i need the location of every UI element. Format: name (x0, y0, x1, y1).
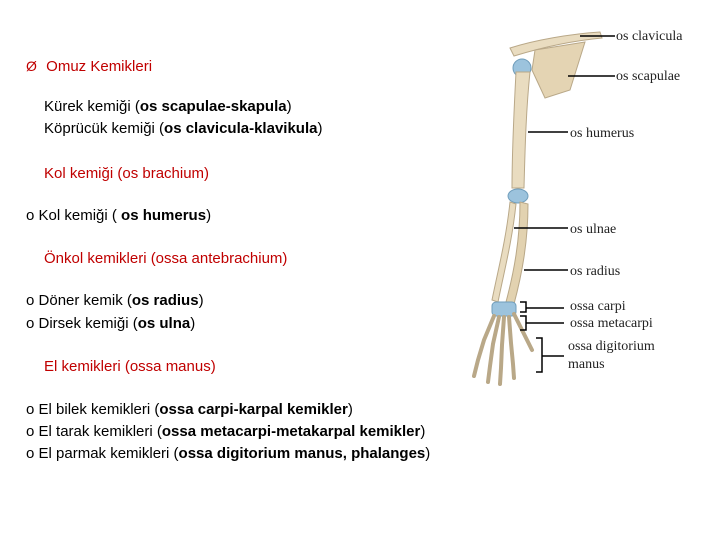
finger-3 (500, 317, 504, 384)
item-text-end: ) (317, 120, 323, 137)
elbow-cartilage (508, 189, 528, 203)
list-item-metacarpi (26, 423, 425, 441)
arm-bones-illustration (474, 32, 602, 384)
circle-bullet: o (26, 315, 35, 332)
item-text-end: ) (198, 292, 204, 309)
heading-text: El kemikleri (ossa manus) (44, 358, 216, 375)
bracket-digitorium (536, 338, 542, 372)
item-text-end: ) (420, 423, 426, 440)
item-bold: ossa metacarpi-metakarpal kemikler (161, 423, 421, 440)
list-item-clavicula (26, 120, 322, 138)
hand-bones (474, 314, 532, 384)
label-digitorium: ossa digitorium (568, 339, 655, 354)
list-item-scapula (26, 98, 292, 116)
list-item-carpi (26, 401, 353, 419)
item-bold: os scapulae-skapula (139, 98, 287, 115)
item-text: El tarak kemikleri ( (38, 423, 162, 440)
circle-bullet: o (26, 207, 35, 224)
label-radius: os radius (570, 264, 621, 279)
humerus-bone (512, 72, 530, 188)
thumb (514, 314, 532, 350)
circle-bullet: o (26, 401, 35, 418)
heading-onkol (26, 250, 287, 268)
item-text: Köprücük kemiği ( (44, 120, 165, 137)
list-item-phalanges (26, 445, 430, 463)
finger-4 (509, 317, 514, 378)
label-manus: manus (568, 357, 605, 372)
arm-skeleton-figure (440, 20, 720, 400)
item-text-end: ) (286, 98, 292, 115)
list-item-humerus (26, 207, 211, 225)
item-bold: ossa digitorium manus, phalanges (178, 445, 426, 462)
heading-text: Kol kemiği (os brachium) (44, 165, 210, 182)
heading-text: Önkol kemikleri (ossa antebrachium) (44, 250, 288, 267)
arrow-bullet-icon: Ø (26, 58, 37, 74)
item-bold: ossa carpi-karpal kemikler (159, 401, 348, 418)
heading-el (26, 358, 216, 376)
item-bold: os radius (131, 292, 199, 309)
item-bold: os humerus (121, 207, 207, 224)
item-text: Döner kemik ( (38, 292, 132, 309)
circle-bullet: o (26, 292, 35, 309)
item-bold: os clavicula-klavikula (164, 120, 318, 137)
list-item-radius (26, 292, 204, 310)
label-metacarpi: ossa metacarpi (570, 316, 653, 331)
item-text: Kol kemiği ( (38, 207, 122, 224)
item-text: Dirsek kemiği ( (38, 315, 138, 332)
heading-kol (26, 165, 209, 183)
label-ulnae: os ulnae (570, 222, 617, 237)
heading-text: Omuz Kemikleri (46, 58, 153, 75)
item-text-end: ) (206, 207, 212, 224)
bracket-carpi (520, 302, 526, 312)
item-text: El parmak kemikleri ( (38, 445, 179, 462)
label-clavicula: os clavicula (616, 29, 683, 44)
heading-omuz (26, 57, 152, 76)
scapula-bone (532, 42, 585, 98)
label-humerus: os humerus (570, 126, 635, 141)
circle-bullet: o (26, 423, 35, 440)
label-scapulae: os scapulae (616, 69, 681, 84)
item-text: El bilek kemikleri ( (38, 401, 160, 418)
item-text-end: ) (425, 445, 431, 462)
item-bold: os ulna (137, 315, 191, 332)
list-item-ulna (26, 315, 195, 333)
item-text: Kürek kemiği ( (44, 98, 140, 115)
item-text-end: ) (347, 401, 353, 418)
label-carpi: ossa carpi (570, 299, 626, 314)
circle-bullet: o (26, 445, 35, 462)
item-text-end: ) (190, 315, 196, 332)
